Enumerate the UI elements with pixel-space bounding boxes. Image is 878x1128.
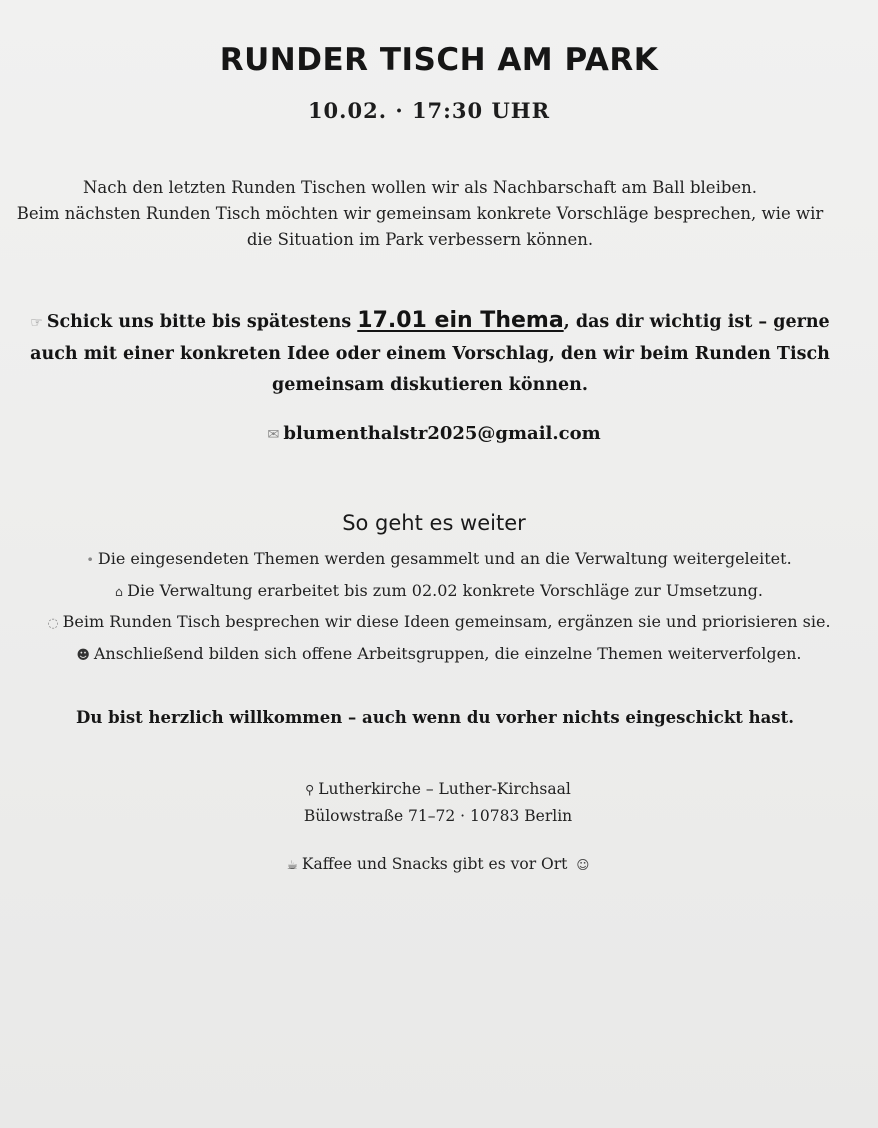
intro-line: die Situation im Park verbessern können.: [246, 230, 594, 249]
step-text: Die eingesendeten Themen werden gesammelt und an die Verwaltung weitergeleitet.: [97, 549, 792, 568]
envelope-icon: ✉: [267, 427, 280, 443]
step-text: Die Verwaltung erarbeitet bis zum 02.02 konkrete Vorschläge zur Umsetzung.: [127, 580, 763, 600]
location-address: Bülowstraße 71–72 · 10783 Berlin: [303, 807, 573, 825]
people-icon: ☻: [76, 647, 90, 663]
smiley-icon: ☺: [576, 857, 590, 872]
call-text-after: , das dir wichtig ist – gerne: [563, 312, 830, 332]
intro-line: Beim nächsten Runden Tisch möchten wir gemeinsam konkrete Vorschläge besprechen, wie wir: [16, 204, 824, 223]
pin-icon: ⚲: [305, 782, 315, 797]
call-line-2: auch mit einer konkreten Idee oder einem Vorschlag, den wir beim Runden Tisch: [30, 344, 830, 364]
list-item: [0, 576, 878, 608]
call-text-before: Schick uns bitte bis spätestens: [46, 312, 358, 332]
page-title: RUNDER TISCH AM PARK: [219, 42, 659, 78]
list-item: [0, 639, 878, 671]
intro-line: Nach den letzten Runden Tischen wollen wir als Nachbarschaft am Ball bleiben.: [82, 178, 758, 197]
snacks-note: [0, 855, 876, 873]
call-to-action: [0, 305, 860, 401]
list-item: [0, 607, 878, 639]
list-item: [0, 544, 878, 576]
speech-bubble-icon: ◌: [47, 616, 59, 631]
event-location: [0, 776, 876, 830]
call-line-3: gemeinsam diskutieren können.: [271, 375, 588, 395]
coffee-icon: ☕: [286, 857, 298, 872]
event-datetime: 10.02. · 17:30 UHR: [307, 98, 551, 123]
call-line-1: [0, 305, 860, 339]
snacks-text: Kaffee und Snacks gibt es vor Ort: [301, 855, 568, 873]
welcome-note: Du bist herzlich willkommen – auch wenn du vorher nichts eingeschickt hast.: [76, 708, 794, 727]
building-icon: ⌂: [115, 584, 124, 600]
pointing-hand-icon: ☞: [30, 315, 43, 331]
next-steps-heading: So geht es weiter: [342, 511, 526, 535]
contact-email: [0, 423, 868, 444]
location-place: Lutherkirche – Luther-Kirchsaal: [318, 780, 571, 798]
deadline-highlight: 17.01 ein Thema: [357, 308, 564, 333]
step-text: Anschließend bilden sich offene Arbeitsgruppen, die einzelne Themen weiterverfolgen.: [93, 643, 802, 663]
step-text: Beim Runden Tisch besprechen wir diese Ideen gemeinsam, ergänzen sie und priorisieren sie.: [62, 612, 831, 631]
intro-paragraph: [0, 175, 840, 253]
email-address[interactable]: blumenthalstr2025@gmail.com: [283, 423, 601, 444]
lightbulb-icon: •: [86, 553, 94, 568]
location-place-line: [0, 776, 876, 803]
next-steps-list: [0, 544, 878, 670]
